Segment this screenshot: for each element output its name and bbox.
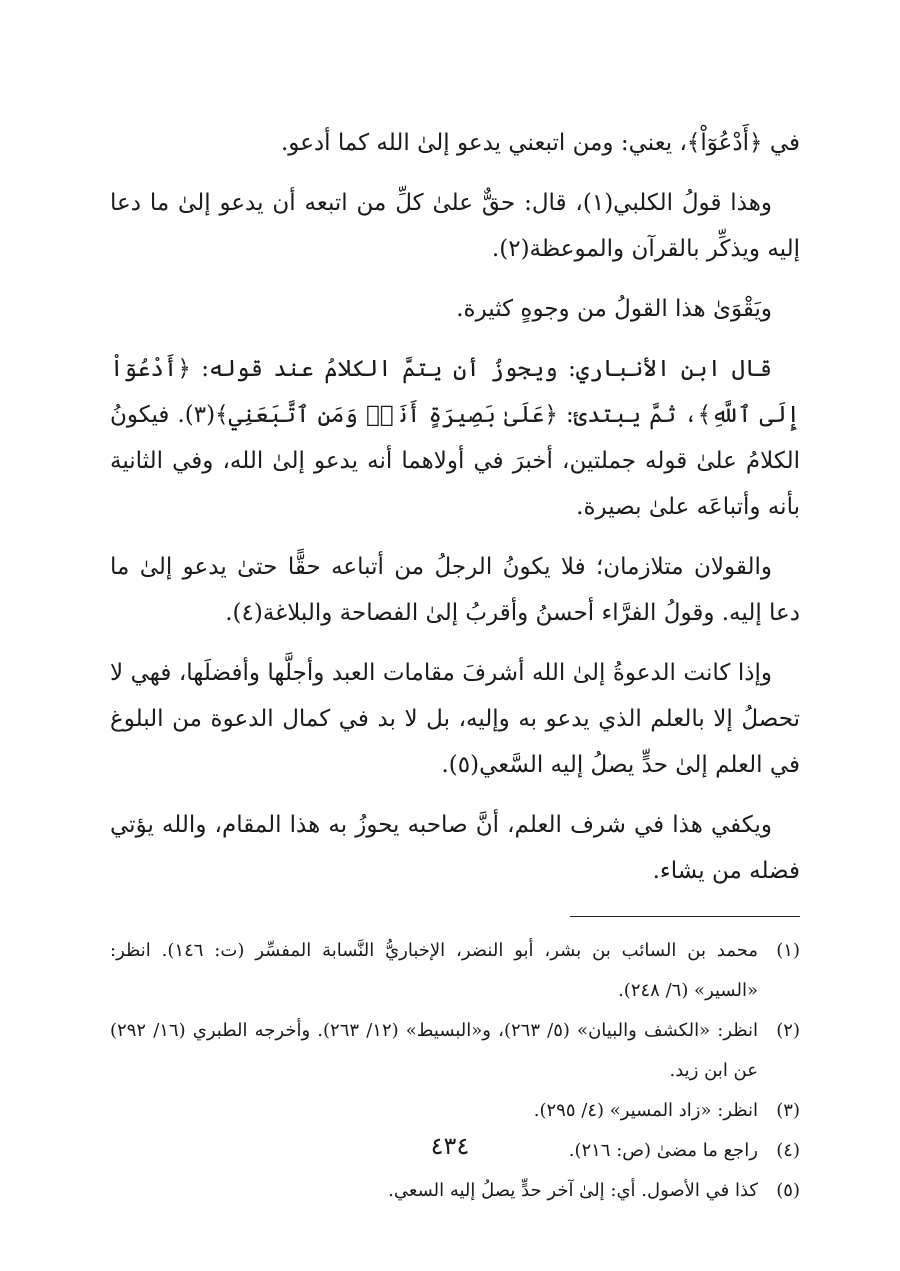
footnote-1 bbox=[110, 931, 800, 1011]
paragraph-4: قال ابن الأنباري: ويجوزُ أن يتمَّ الكلامُ عند قوله: ﴿أَدْعُوٓاْ إِلَى ٱللَّهِ﴾، ثمَّ يبتدئ: ﴿عَلَىٰ بَصِيرَةٍ أَنَا۠ وَمَنِ ٱتَّبَعَنِي﴾(٣). فيكونُ الكلامُ علىٰ قوله جملتين، أخبرَ في أولاهما أنه يدعو إلىٰ الله، وفي الثانية بأنه وأتباعَه علىٰ بصيرة. bbox=[110, 356, 800, 520]
footnote-2 bbox=[110, 1011, 800, 1091]
paragraph-1: في ﴿أَدْعُوٓاْ﴾، يعني: ومن اتبعني يدعو إلىٰ الله كما أدعو. bbox=[281, 130, 800, 156]
paragraph-3: ويَقْوَىٰ هذا القولُ من وجوهٍ كثيرة. bbox=[456, 296, 772, 322]
footnote-3 bbox=[110, 1091, 800, 1131]
page-content bbox=[110, 120, 800, 1211]
paragraph-7: ويكفي هذا في شرف العلم، أنَّ صاحبه يحوزُ به هذا المقام، والله يؤتي فضله من يشاء. bbox=[110, 812, 800, 884]
footnote-number: (٣) bbox=[776, 1100, 800, 1121]
footnote-text: محمد بن السائب بن بشر، أبو النضر، الإخباريُّ النَّسابة المفسِّر (ت: ١٤٦). انظر: «السير» (٦/ ٢٤٨). bbox=[110, 940, 758, 1001]
footnote-separator bbox=[570, 916, 800, 917]
paragraph-5: والقولان متلازمان؛ فلا يكونُ الرجلُ من أتباعه حقًّا حتىٰ يدعو إلىٰ ما دعا إليه. وقولُ الفرَّاء أحسنُ وأقربُ إلىٰ الفصاحة والبلاغة(٤). bbox=[110, 554, 800, 626]
footnote-number: (٥) bbox=[776, 1180, 800, 1201]
footnote-number: (٤) bbox=[776, 1140, 800, 1161]
footnote-text: انظر: «الكشف والبيان» (٥/ ٢٦٣)، و«البسيط» (١٢/ ٢٦٣). وأخرجه الطبري (١٦/ ٢٩٢) عن ابن زيد. bbox=[110, 1020, 758, 1081]
paragraph-2: وهذا قولُ الكلبي(١)، قال: حقٌّ علىٰ كلِّ من اتبعه أن يدعو إلىٰ ما دعا إليه ويذكِّر بالقرآن والموعظة(٢). bbox=[110, 190, 800, 262]
paragraph-6: وإذا كانت الدعوةُ إلىٰ الله أشرفَ مقامات العبد وأجلَّها وأفضلَها، فهي لا تحصلُ إلا بالعلم الذي يدعو به وإليه، بل لا بد في كمال الدعوة من البلوغ في العلم إلىٰ حدٍّ يصلُ إليه السَّعي(٥). bbox=[110, 660, 800, 778]
footnote-5 bbox=[110, 1171, 800, 1211]
page-number: ٤٣٤ bbox=[430, 1132, 470, 1160]
footnote-text: انظر: «زاد المسير» (٤/ ٢٩٥). bbox=[533, 1100, 758, 1121]
footnote-text: راجع ما مضىٰ (ص: ٢١٦). bbox=[568, 1140, 758, 1161]
footnote-number: (٢) bbox=[776, 1020, 800, 1041]
footnotes bbox=[110, 931, 800, 1211]
footnote-number: (١) bbox=[776, 940, 800, 961]
footnote-text: كذا في الأصول. أي: إلىٰ آخر حدٍّ يصلُ إليه السعي. bbox=[388, 1180, 758, 1201]
